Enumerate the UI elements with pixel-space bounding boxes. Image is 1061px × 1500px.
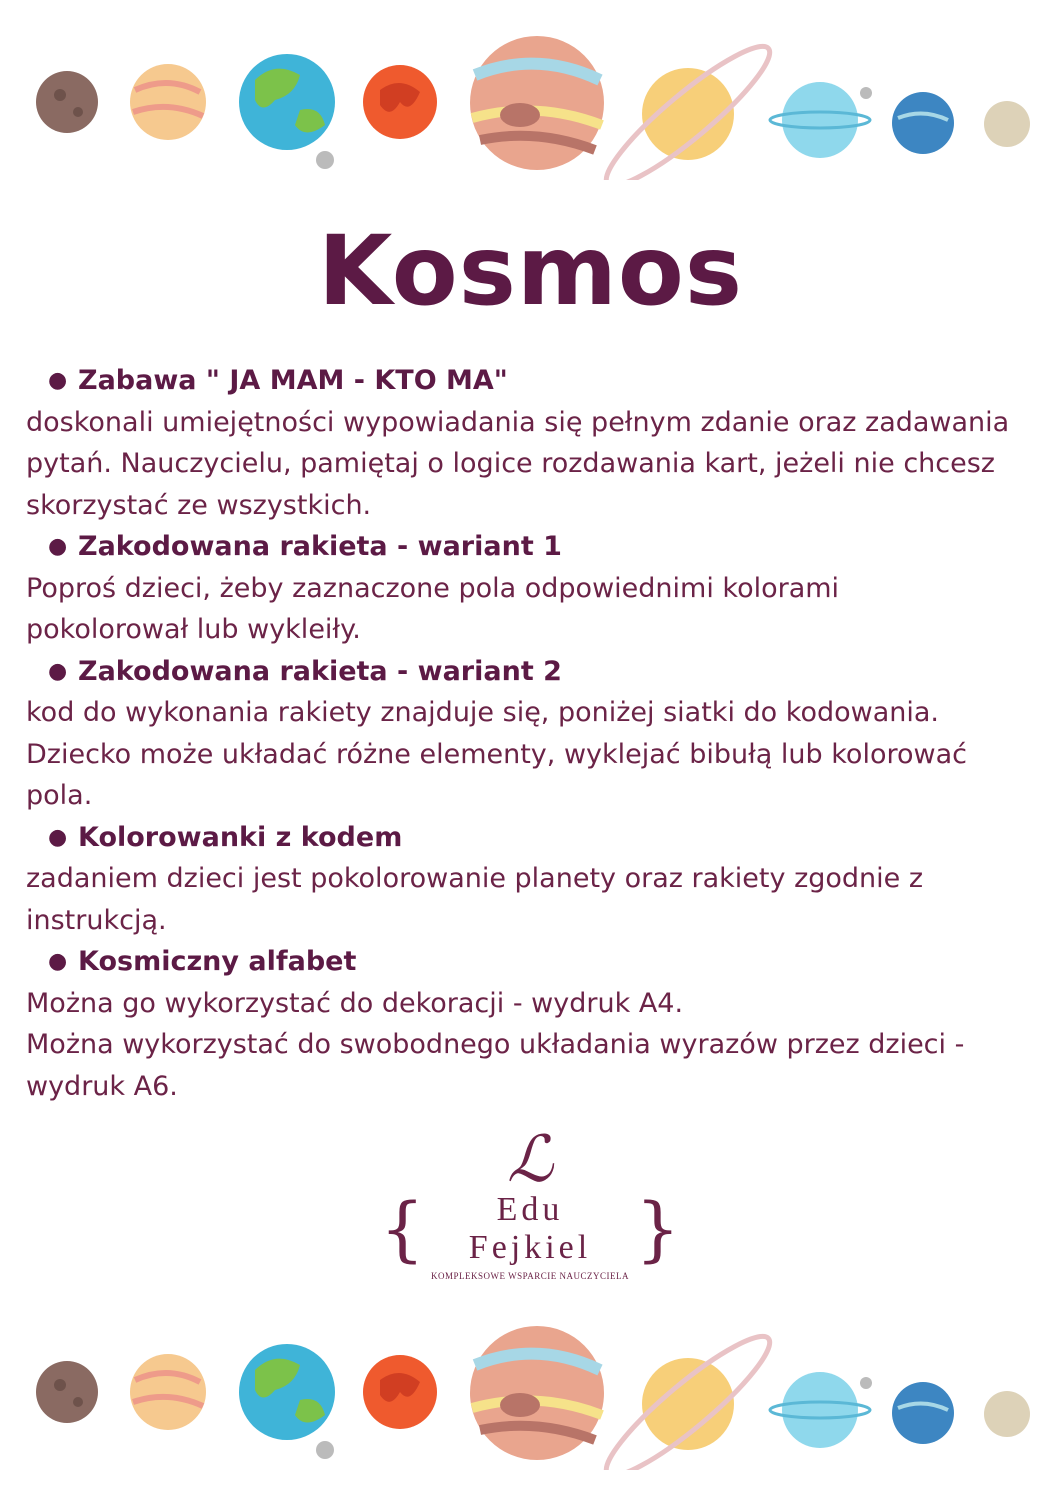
bullet-icon: ● (48, 824, 68, 850)
page-title: Kosmos (318, 215, 743, 327)
item-text: Można wykorzystać do swobodnego układania wyrazów przez dzieci - (26, 1029, 965, 1060)
logo-brace-left: { (380, 1188, 425, 1270)
item-text: Można go wykorzystać do dekoracji - wydruk A4. (26, 987, 684, 1019)
venus-icon (130, 64, 206, 140)
earth-icon (239, 1344, 335, 1440)
item-text: instrukcją. (26, 904, 167, 936)
planets-illustration (0, 20, 1061, 180)
neptune-icon (892, 1382, 954, 1444)
item-text: wydruk A6. (26, 1070, 178, 1102)
brand-logo (380, 1125, 680, 1295)
item-text: zadaniem dzieci jest pokolorowanie planety oraz rakiety zgodnie z (26, 863, 924, 894)
neptune-icon (892, 92, 954, 154)
saturn-icon (593, 32, 782, 180)
bullet-icon: ● (48, 534, 68, 559)
bullet-icon: ● (48, 658, 68, 684)
list-item (26, 651, 1046, 817)
logo-brace-right: } (635, 1188, 680, 1270)
item-text: Dziecko może układać różne elementy, wyklejać bibułą lub kolorować (26, 738, 967, 770)
uranus-icon (770, 82, 872, 158)
item-heading: Kolorowanki z kodem (78, 821, 403, 853)
list-item (26, 817, 1046, 942)
item-text: skorzystać ze wszystkich. (26, 489, 372, 521)
moon-icon (316, 151, 334, 169)
item-text: doskonali umiejętności wypowiadania się pełnym zdanie oraz zadawania (26, 406, 1010, 438)
pluto-icon (984, 1391, 1030, 1437)
item-heading: Zabawa " JA MAM - KTO MA" (78, 365, 508, 396)
bullet-icon: ● (48, 368, 68, 393)
moon-icon (316, 1441, 334, 1459)
item-heading: Zakodowana rakieta - wariant 1 (78, 531, 562, 562)
saturn-icon (593, 1322, 782, 1470)
item-text: Poproś dzieci, żeby zaznaczone pola odpowiednimi kolorami (26, 572, 840, 604)
planets-banner-top (0, 20, 1061, 180)
earth-icon (239, 54, 335, 150)
activity-list (26, 360, 1046, 1107)
mars-icon (363, 65, 437, 139)
logo-name: Edu Fejkiel (468, 1191, 592, 1266)
item-heading: Zakodowana rakieta - wariant 2 (78, 655, 562, 687)
mercury-icon (36, 1361, 98, 1423)
list-item (26, 526, 1046, 651)
list-item (26, 360, 1046, 526)
venus-icon (130, 1354, 206, 1430)
bullet-icon: ● (48, 949, 68, 974)
logo-monogram: ℒ (506, 1123, 554, 1197)
planets-banner-bottom (0, 1310, 1061, 1470)
list-item (26, 941, 1046, 1107)
logo-tagline: KOMPLEKSOWE WSPARCIE NAUCZYCIELA (430, 1271, 629, 1281)
item-text: pola. (26, 780, 93, 811)
pluto-icon (984, 101, 1030, 147)
mercury-icon (36, 71, 98, 133)
item-text: kod do wykonania rakiety znajduje się, poniżej siatki do kodowania. (26, 697, 939, 728)
planets-illustration (0, 1310, 1061, 1470)
item-text: pokolorował lub wykleiły. (26, 614, 361, 645)
item-text: pytań. Nauczycielu, pamiętaj o logice rozdawania kart, jeżeli nie chcesz (26, 448, 995, 479)
jupiter-icon (470, 1326, 604, 1460)
item-heading: Kosmiczny alfabet (78, 946, 357, 977)
mars-icon (363, 1355, 437, 1429)
uranus-icon (770, 1372, 872, 1448)
jupiter-icon (470, 36, 604, 170)
